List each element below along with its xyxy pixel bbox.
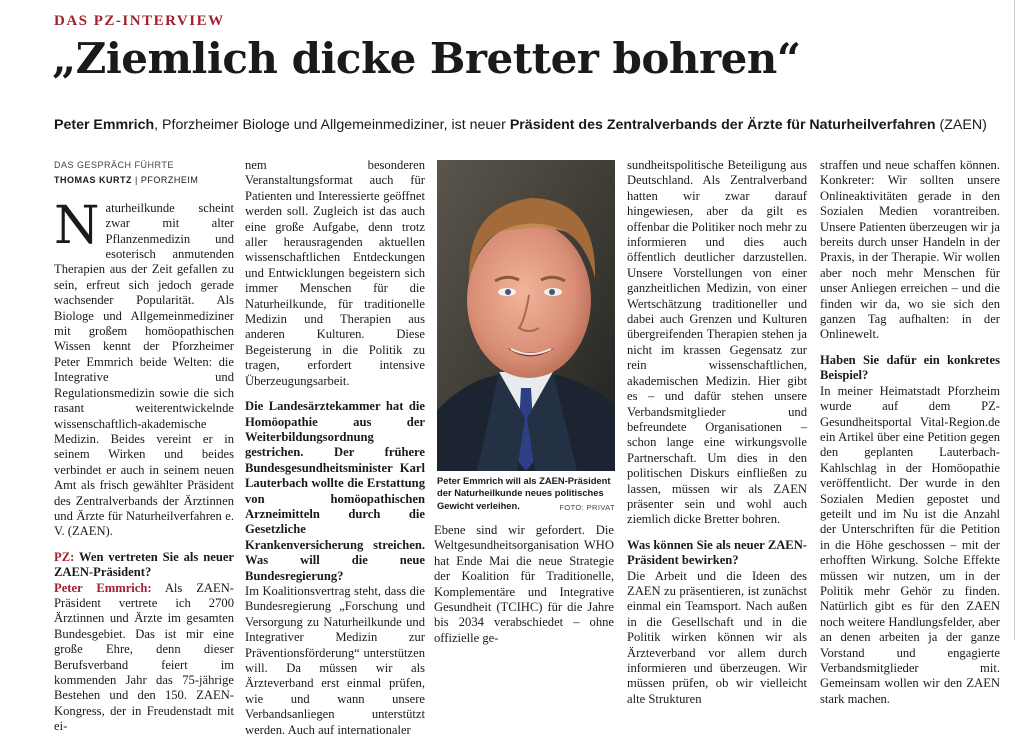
author-place: PFORZHEIM <box>140 175 199 186</box>
intro-text: aturheilkunde scheint zwar mit alter Pflanzenmedizin und esoterisch anmutenden Therapien aus der Zeit gefallen zu sein, erfreut sich jedoch gerade wachsender Popularität. Als Biologe und Allgemeinmediziner mit großem homöopathischen Wissen kennt der Pforzheimer Peter Emmrich beide Welten: die Integrative und Regulationsmedizin sowie die sich rasant weiterentwickelnde wissenschaftlich-akademische Medizin. Beides vereint er in seinem Wirken und beides verbindet er auch in seinem neuen Amt als frisch gewählter Präsident des Zentralverbands der Ärztinnen und Ärzte für Naturheilverfahren e. V. (ZAEN). <box>54 200 234 539</box>
subheadline <box>54 117 1014 133</box>
credit-label: DAS GESPRÄCH FÜHRTE <box>54 160 174 170</box>
answer-1 <box>54 581 234 735</box>
question-1-prefix: PZ: <box>54 549 75 564</box>
column-2 <box>245 158 425 738</box>
answer-speaker: Peter Emmrich: <box>54 580 152 595</box>
column-3 <box>434 523 614 646</box>
question-4: Haben Sie dafür ein konkretes Beispiel? <box>820 352 1000 383</box>
question-2: Die Landesärztekammer hat die Homöopathie aus der Weiterbildungsordnung gestrichen. Der frühere Bundesgesundheitsminister Karl Lauterbach wollte die Erstattung von homöopathischen Arzneimitteln durch die Gesetzliche Krankenversicherung streichen. Was will die neue Bundesregierung? <box>245 399 425 583</box>
sub-end: (ZAEN) <box>935 117 987 133</box>
sub-name: Peter Emmrich <box>54 117 155 133</box>
photo-credit: FOTO: PRIVAT <box>559 502 615 512</box>
question-3: Was können Sie als neuer ZAEN-Präsident bewirken? <box>627 537 807 568</box>
author-name: THOMAS KURTZ <box>54 175 132 186</box>
portrait-illustration <box>437 160 615 471</box>
question-1-text: Wen vertreten Sie als neuer ZAEN-Präsident? <box>54 549 234 580</box>
drop-cap: N <box>54 195 100 256</box>
column-rule <box>1014 0 1015 640</box>
answer-1-cont: nem besonderen Veranstaltungsformat auch für Patienten und Interessierte geöffnet werden soll. Zugleich ist das auch eine große Aufgabe, denn trotz aller herausragenden aktuellen wissenschaftlichen Entdeckungen und Entwicklungen begeistern sich immer Menschen für die Naturheilkunde, für traditionelle Medizin und Therapien aus anderen Kulturen. Diese Begeisterung in die Politik zu tragen, erfordert intensive Überzeugungsarbeit. <box>245 158 425 388</box>
column-4 <box>627 158 807 707</box>
headline: „Ziemlich dicke Bretter bohren“ <box>52 34 801 83</box>
column-1 <box>54 158 234 735</box>
photo-caption <box>437 475 615 514</box>
sub-middle: , Pforzheimer Biologe und Allgemeinmediziner, ist neuer <box>154 117 510 133</box>
answer-4: In meiner Heimatstadt Pforzheim wurde auf dem PZ-Gesundheitsportal Vital-Region.de ein Artikel über eine Petition gegen den geplanten Lauterbach-Kahlschlag in der Homöopathie veröffentlicht. Der wurde in den Sozialen Medien gepostet und geteilt und im Nu ist die Anzahl der Unterschriften für die Petition in die Höhe geschossen – mit der erhofften Wirkung. Solche Effekte müssen wir nutzen, um in der Politik mehr Gehör zu finden. Natürlich gibt es für den ZAEN noch weitere Handlungsfelder, aber an denen arbeiten ja der ganze Vorstand und engagierte Verbandsmitglieder mit. Gemeinsam wollen wir den ZAEN stark machen. <box>820 383 1000 706</box>
intro-paragraph <box>54 195 234 540</box>
credit-separator: | <box>132 175 141 186</box>
kicker: DAS PZ-INTERVIEW <box>54 13 225 29</box>
answer-3: Die Arbeit und die Ideen des ZAEN zu präsentieren, ist zunächst einmal ein Teamsport. Nach außen in die Gesellschaft und in die Politik wirken können wir als Ärzteverband vor allem durch informieren und überzeugen. Wir müssen prüfen, ob wir vielleicht alte Strukturen <box>627 568 807 706</box>
sub-role: Präsident des Zentralverbands der Ärzte für Naturheilverfahren <box>509 117 936 133</box>
portrait-photo <box>437 160 615 471</box>
caption-text: Peter Emmrich will als ZAEN-Präsident der Naturheilkunde neues politisches Gewicht verleihen. <box>437 475 611 511</box>
answer-2: Im Koalitionsvertrag steht, dass die Bundesregierung „Forschung und Versorgung zu Naturheilkunde und Integrativer Medizin zur Präventionsförderung“ unterstützen will. Da müssen wir als Ärzteverband erst einmal prüfen, wie und wann unsere Verbandsanliegen unterstützt werden. Auch auf internationaler <box>245 583 425 737</box>
answer-3-cont: straffen und neue schaffen können. Konkreter: Wir sollten unsere Onlineaktivitäten gerade in den Sozialen Medien vorantreiben. Unsere Patienten überzeugen wir ja bereits durch unser Handeln in der Praxis, in der Therapie. Wir wollen aber noch mehr Menschen für unser Anliegen erreichen – und die finden wir da, wo sie sich den ganzen Tag aufhalten: in der Onlinewelt. <box>820 158 1000 342</box>
column-5 <box>820 158 1000 707</box>
author-credit <box>54 173 234 188</box>
answer-2-end: sundheitspolitische Beteiligung aus Deutschland. Als Zentralverband hatten wir zwar darauf hingewiesen, aber da gilt es offenbar die Politiker noch mehr zu informieren und dies auch öffentlich deutlicher darzustellen. Unsere Vorstellungen von einer ganzheitlichen Medizin, von einer Wertschätzung traditioneller und dabei auch Grenzen und Kulturen übergreifenden Therapien stehen ja nicht im krassen Gegensatz zur rein wissenschaftlichen, akademischen Medizin. Hier gibt es – und dafür stehen unsere Verbandsmitglieder und befreundete Organisationen – schon lange eine wirkungsvolle Partnerschaft. Um dies in den politischen Diskurs einfließen zu lassen, müssen wir als ZAEN präsenter sein und wohl auch ziemlich dicke Bretter bohren. <box>627 158 807 527</box>
answer-2-cont: Ebene sind wir gefordert. Die Weltgesundheitsorganisation WHO hat Ende Mai die neue Strategie der Koalition für Traditionelle, Komplementäre und Integrative Gesundheit (TCIHC) für die Jahre bis 2034 verabschiedet – ohne offizielle ge- <box>434 523 614 645</box>
answer-1-text: Als ZAEN-Präsident vertrete ich 2700 Ärztinnen und Ärzte im gesamten Bundesgebiet. Das ist mir eine große Ehre, denn dieser Berufsverband feiert im kommenden Jahr das 75-jährige Bestehen und den 150. ZAEN-Kongress, der in Freudenstadt mit ei- <box>54 580 234 734</box>
question-1 <box>54 550 234 581</box>
